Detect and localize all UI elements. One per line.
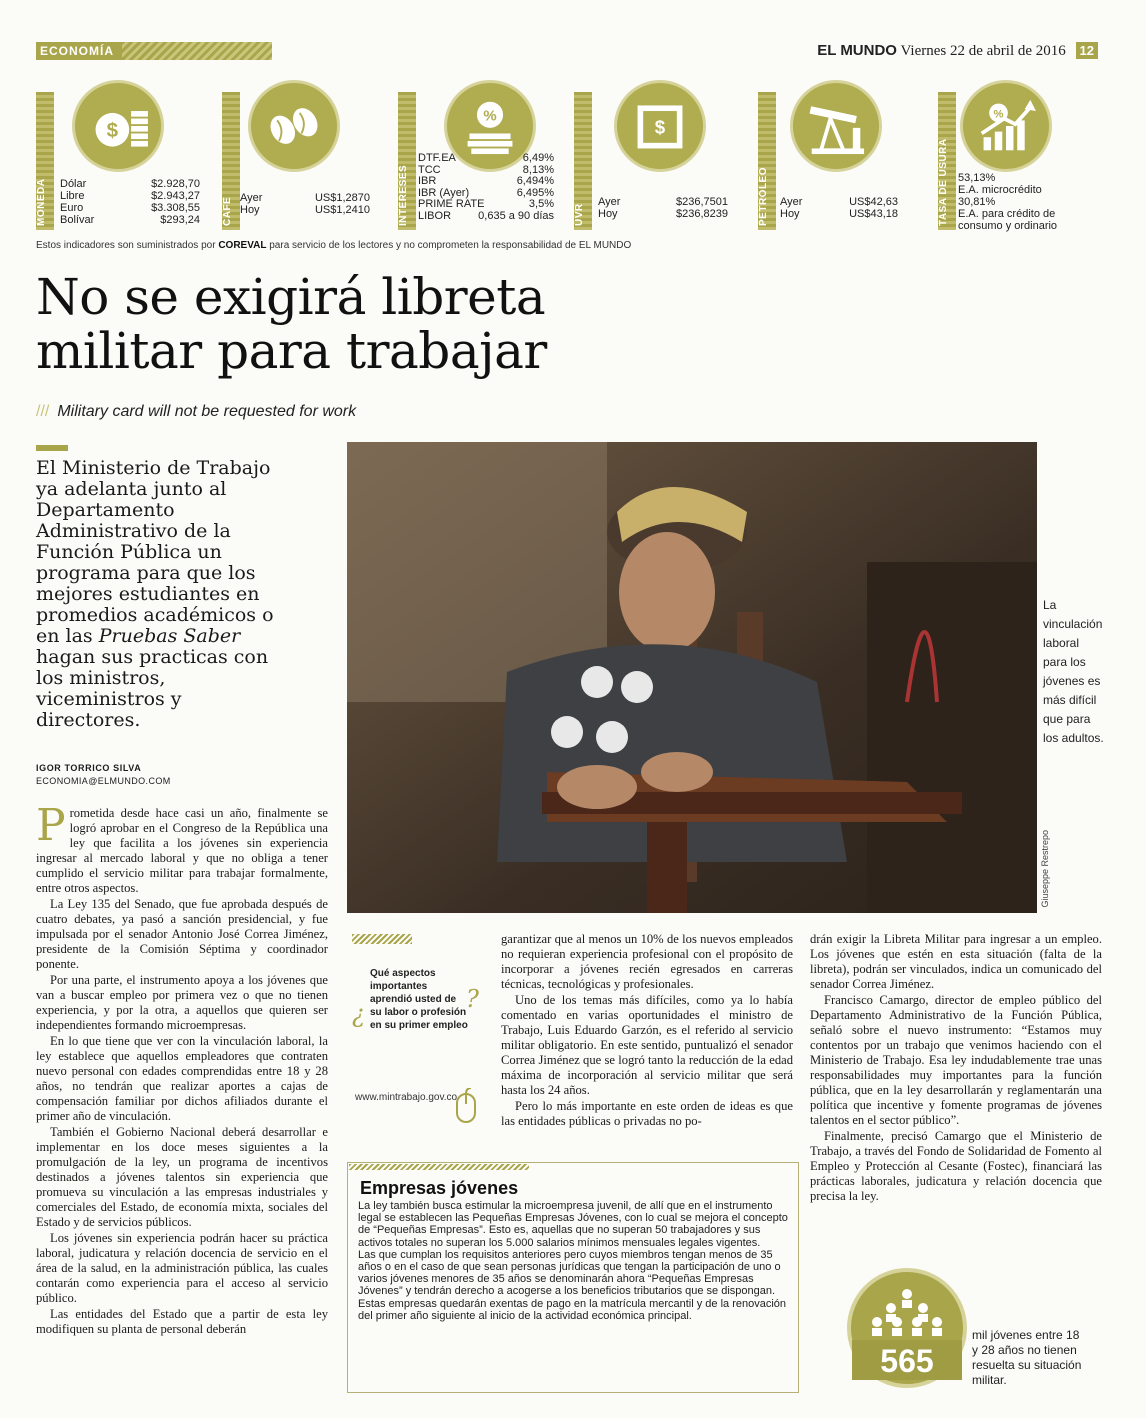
- article-paragraph: drán exigir la Libreta Militar para ingresar a un empleo. Los jóvenes que estén en esta situación (falta de la libreta), podrán ser vinculados, indica un comunicado del senador Correa Jiménez.: [810, 932, 1102, 991]
- author-name: IGOR TORRICO SILVA: [36, 763, 142, 773]
- issue-date: Viernes 22 de abril de 2016: [900, 43, 1066, 59]
- svg-text:%: %: [993, 108, 1004, 121]
- lead-accent-bar: [36, 445, 68, 451]
- article-column-3: [810, 932, 1102, 1242]
- article-paragraph: Por una parte, el instrumento apoya a los jóvenes que van a buscar empleo por primera vez o que no tienen experiencia, y por la otra, a aquellos que quieren ser independientes formando microempresas.: [36, 973, 328, 1032]
- article-paragraph: En lo que tiene que ver con la vinculación laboral, la ley establece que aquellos empleadores que contraten nuevo personal con edades comprendidas entre 18 y 28 años, no tendrán que realizar aportes a cajas de compensación familiar por dichos afiliados durante el primer año de vinculación.: [36, 1034, 328, 1123]
- svg-text:$: $: [106, 119, 119, 143]
- newspaper-name: EL MUNDO: [817, 42, 897, 59]
- article-column-2: [501, 932, 793, 1152]
- mouse-icon: [455, 1088, 477, 1124]
- section-bar: [36, 42, 272, 60]
- indicator-label-usura: TASA DE USURA: [938, 92, 956, 230]
- usura-line: 53,13%: [958, 172, 996, 184]
- indicator-row: Hoy US$43,18: [780, 208, 898, 220]
- section-label: ECONOMÍA: [36, 42, 122, 60]
- indicator-row: Hoy $236,8239: [598, 208, 728, 220]
- drop-cap: P: [36, 806, 66, 851]
- article-paragraph: Pero lo más importante en este orden de ideas es que las entidades públicas o privadas no po-: [501, 1099, 793, 1128]
- article-paragraph: garantizar que al menos un 10% de los nuevos empleados no requieran experiencia profesional con el propósito de incorporar a jóvenes recién egresados en carreras técnicas, tecnológicas y profesionales.: [501, 932, 793, 991]
- indicator-label-petroleo: PETRÓLEO: [758, 92, 776, 230]
- indicator-values-uvr: [598, 196, 728, 220]
- indicator-label-uvr: UVR: [574, 92, 592, 230]
- article-paragraph: Finalmente, precisó Camargo que el Ministerio de Trabajo, a través del Fondo de Solidaridad de Fomento al Empleo y Protección al Cesante (Fostec), financiará las prácticas laborales, judicatura y relación docencia que precisa la ley.: [810, 1129, 1102, 1203]
- sidebar-paragraph: Estas empresas quedarán exentas de pago en la matrícula mercantil y de la renovación del primer año siguiente al inicio de la actividad económica principal.: [358, 1297, 787, 1322]
- indicator-row: Ayer US$42,63: [780, 196, 898, 208]
- article-paragraph: Prometida desde hace casi un año, finalmente se logró aprobar en el Congreso de la República una ley que facilita a los jóvenes sin experiencia ingresar al mercado laboral y que no obliga a tener cumplido el servicio militar para trabajar formalmente, entre otros aspectos.: [36, 806, 328, 895]
- indicator-row: Euro $3.308,55: [60, 202, 200, 214]
- sidebar-box-text: [358, 1200, 788, 1322]
- header-info: [817, 42, 1098, 60]
- growth-chart-icon: [960, 80, 1052, 172]
- indicator-row: TCC 8,13%: [418, 163, 554, 176]
- page-number: 12: [1076, 42, 1098, 59]
- oil-pump-icon: [790, 80, 882, 172]
- indicator-row: LIBOR 0,635 a 90 días: [418, 209, 554, 222]
- indicator-row: Ayer $236,7501: [598, 196, 728, 208]
- article-paragraph: Uno de los temas más difíciles, como ya lo había comentado en varias oportunidades el ministro de Trabajo, Luis Eduardo Garzón, es el referido al servicio militar obligatorio. En este sentido, puntualizó el senador Correa Jiménez que se logró tanto la reducción de la edad máxima de incorporación al servicio militar que será hasta los 24 años.: [501, 993, 793, 1097]
- question-open-mark: ¿: [352, 1000, 365, 1028]
- article-paragraph: Francisco Camargo, director de empleo público del Departamento Administrativo de la Función Pública, señaló sobre el nuevo instrumento: “Estamos muy contentos por un trabajo que venimos haciendo con el Ministerio de Trabajo. Esa ley indudablemente trae unas responsabilidades muy importantes para la función pública, que en la ley desarrollarán y reglamentarán una política que incentive y fomente programas de jóvenes talentos en el sector público”.: [810, 993, 1102, 1127]
- usura-line: E.A. para crédito de: [958, 208, 1056, 220]
- question-close-mark: ?: [466, 985, 479, 1013]
- article-paragraph: La Ley 135 del Senado, que fue aprobada después de cuatro debates, ya pasó a sanción presidencial, y fue impulsada por el senador Antonio José Correa Jiménez, presidente de la Comisión Séptima y coordinador ponente.: [36, 897, 328, 971]
- article-paragraph: Los jóvenes sin experiencia podrán hacer su práctica laboral, judicatura y relación docencia de servicio en el área de la salud, en la administración pública, las cuales contarán como experiencia para el acceso al servicio público.: [36, 1231, 328, 1305]
- web-url[interactable]: www.mintrabajo.gov.co: [355, 1092, 458, 1103]
- indicator-row: Libre $2.943,27: [60, 190, 200, 202]
- headline: No se exigirá libreta militar para trabajar: [36, 268, 547, 380]
- indicator-label-cafe: CAFÉ: [222, 92, 240, 230]
- author-email: ECONOMIA@ELMUNDO.COM: [36, 776, 171, 786]
- indicator-values-usura: [958, 172, 1098, 232]
- svg-text:%: %: [483, 107, 497, 125]
- lead-paragraph: El Ministerio de Trabajo ya adelanta junto al Departamento Administrativo de la Función Pública un programa para que los mejores estudiantes en promedios académicos o en las Pruebas Saber hagan sus practicas con los ministros, viceministros y directores.: [36, 457, 274, 731]
- indicator-values-cafe: [240, 192, 370, 216]
- indicator-row: DTF.EA 6,49%: [418, 152, 554, 164]
- photo-credit: Giuseppe Restrepo: [1040, 830, 1050, 908]
- article-paragraph: También el Gobierno Nacional deberá desarrollar e implementar en los doce meses siguientes a la promulgación de la ley, un programa de incentivos destinados a jóvenes talentos sin experiencia que promueva su vinculación a las empresas industriales y comerciales del Estado, de economía mixta, sociales del Estado y de servicios públicos.: [36, 1125, 328, 1229]
- question-accent-bar: [352, 934, 412, 944]
- sidebar-box-accent: [349, 1164, 529, 1170]
- subheadline: /// Military card will not be requested for work: [36, 403, 357, 420]
- indicator-values-petroleo: [780, 196, 898, 220]
- usura-line: E.A. microcrédito: [958, 184, 1042, 196]
- indicator-values-moneda: [60, 178, 200, 226]
- subhead-mark: ///: [36, 403, 50, 420]
- coins-icon: [72, 80, 164, 172]
- indicator-row: IBR 6,494%: [418, 175, 554, 187]
- indicator-label-intereses: INTERESES: [398, 92, 416, 230]
- sidebar-paragraph: Las que cumplan los requisitos anteriores pero cuyos miembros tengan menos de 35 años o en el caso de que sean personas jurídicas que tengan la participación de uno o varios jóvenes menores de 35 años se denominarán ahora “Pequeñas Empresas Jóvenes” y tendrán derecho a acogerse a los beneficios tributarios que se dispongan.: [358, 1248, 781, 1298]
- indicator-row: Dólar $2.928,70: [60, 178, 200, 190]
- question-text: Qué aspectos importantes aprendió usted de su labor o profesión en su primer empleo: [370, 968, 468, 1031]
- indicator-row: PRIME RATE 3,5%: [418, 198, 554, 210]
- indicator-row: IBR (Ayer) 6,495%: [418, 186, 554, 199]
- sidebar-box-title: Empresas jóvenes: [360, 1178, 519, 1198]
- indicator-label-moneda: MONEDA: [36, 92, 54, 230]
- article-photo: [347, 442, 1037, 913]
- indicator-values-intereses: [418, 153, 554, 222]
- money-document-icon: [614, 80, 706, 172]
- indicator-row: Ayer US$1,2870: [240, 192, 370, 204]
- photo-caption: La vinculación laboral para los jóvenes es más difícil que para los adultos.: [1043, 598, 1104, 745]
- indicators-disclaimer: Estos indicadores son suministrados por COREVAL para servicio de los lectores y no comprometen la responsabilidad de EL MUNDO: [36, 240, 632, 251]
- indicator-row: Bolívar $293,24: [60, 214, 200, 226]
- indicator-row: Hoy US$1,2410: [240, 204, 370, 216]
- usura-line: 30,81%: [958, 196, 996, 208]
- article-column-1: [36, 806, 328, 1392]
- stat-description: mil jóvenes entre 18 y 28 años no tienen resuelta su situación militar.: [972, 1328, 1082, 1387]
- coreval-logo: COREVAL: [218, 240, 267, 251]
- sidebar-paragraph: La ley también busca estimular la microempresa juvenil, de allí que en el instrumento legal se establecen las Pequeñas Empresas Jóvenes, con lo cual se mejora el concepto de “Pequeñas Empresas”. Esto es, aquellas que no superan 50 trabajadores y sus activos totales no superan los 5.000 salarios mínimos mensuales legales vigentes.: [358, 1200, 788, 1249]
- svg-text:$: $: [654, 116, 666, 138]
- coffee-beans-icon: [248, 80, 340, 172]
- stat-number: 565: [880, 1343, 934, 1379]
- article-paragraph: Las entidades del Estado que a partir de esta ley modifiquen su planta de personal deberán: [36, 1307, 328, 1336]
- usura-line: consumo y ordinario: [958, 220, 1058, 232]
